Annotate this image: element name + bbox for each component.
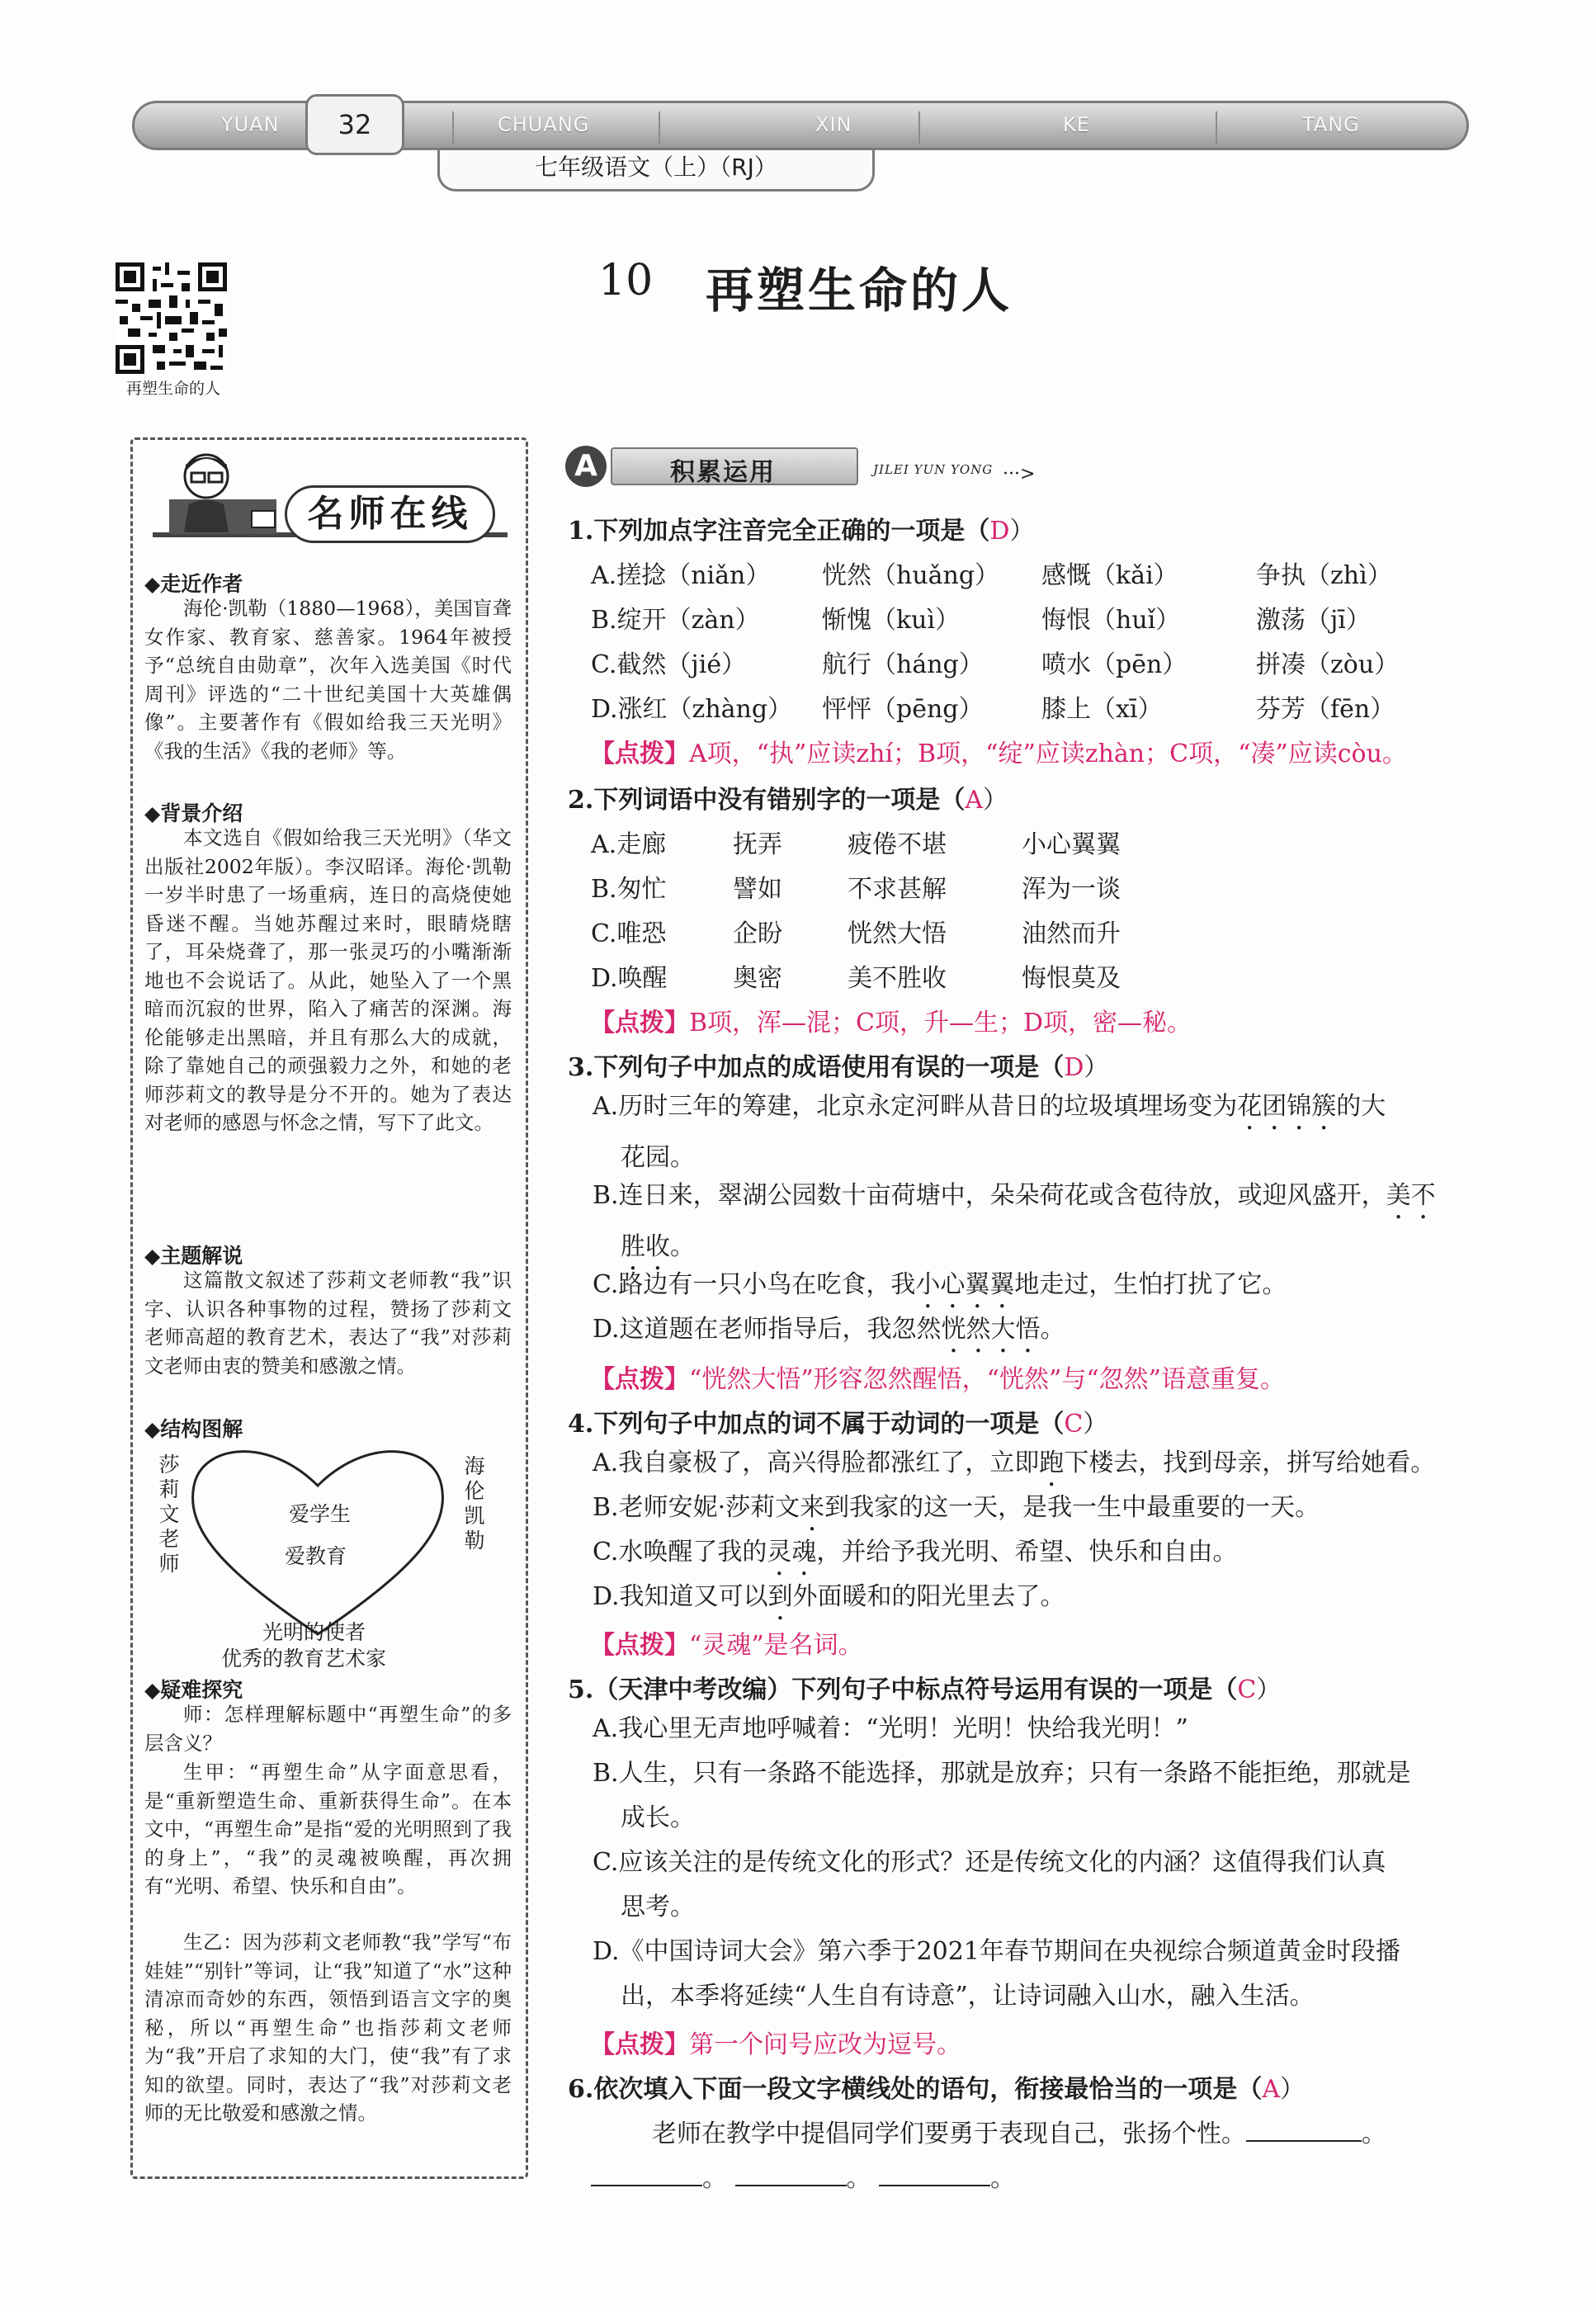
option: B.绽开（zàn） (591, 606, 760, 635)
answer: A (965, 786, 983, 815)
diagram-inner-label: 爱学生 (289, 1502, 352, 1526)
theme-text: 这篇散文叙述了莎莉文老师教“我”识字、认识各种事物的过程，赞扬了莎莉文老师高超的教育艺术，表达了“我”对莎莉文老师由衷的赞美和感激之情。 (144, 1269, 512, 1378)
option: 浑为一谈 (1022, 875, 1121, 904)
blank-2[interactable] (591, 2163, 702, 2186)
option-b: B.人生，只有一条路不能选择，那就是放弃；只有一条路不能拒绝，那就是 成长。 (593, 1759, 1411, 1832)
diagram-inner-label: 爱教育 (285, 1544, 347, 1568)
page-number: 32 (305, 94, 404, 155)
section-title: 积累运用 (670, 458, 776, 487)
question-4: 4.下列句子中加点的词不属于动词的一项是（C） (568, 1410, 1108, 1439)
explore-answer: 生乙：因为莎莉文老师教“我”学写“布娃娃”“别针”等词，让“我”知道了“水”这种清凉而奇妙的东西，领悟到语言文字的奥秘，所以“再塑生命”也指莎莉文老师为“我”开启了求知的大门，使“我”有了求知的欲望。同时，表达了“我”对莎莉文老师的无比敬爱和感激之情。 (144, 1931, 512, 2124)
explore-answer: 生甲：“再塑生命”从字面意思看，是“重新塑造生命、重新获得生命”。在本文中，“再塑生命”是指“爱的光明照到了我的身上”，“我”的灵魂被唤醒，再次拥有“光明、希望、快乐和自由”。 (144, 1760, 512, 1897)
background-heading: ◆背景介绍 (144, 801, 243, 825)
blank-3[interactable] (735, 2163, 847, 2186)
option-c: C.路边有一只小鸟在吃食，我小心翼翼地走过，生怕打扰了它。 (593, 1270, 1287, 1299)
banner-word: TANG (1302, 113, 1360, 136)
option: 膝上（xī） (1041, 695, 1163, 724)
hint: 【点拨】第一个问号应改为逗号。 (590, 2030, 961, 2059)
option-b: B.连日来，翠湖公园数十亩荷塘中，朵朵荷花或含苞待放，或迎风盛开，美不 胜收。 (593, 1181, 1436, 1261)
answer: D (989, 517, 1010, 546)
option-d: D.《中国诗词大会》第六季于2021年春节期间在央视综合频道黄金时段播 出，本季将延续“人生自有诗意”，让诗词融入山水，融入生活。 (593, 1937, 1400, 2011)
blank-1[interactable] (1246, 2119, 1362, 2142)
diagram-right-label: 海伦凯勒 (464, 1454, 485, 1552)
passage-line: 。 。 。 (591, 2157, 1015, 2194)
option: D.唤醒 (591, 964, 668, 993)
option: 疲倦不堪 (848, 830, 947, 859)
hint: 【点拨】“灵魂”是名词。 (590, 1631, 863, 1660)
option: 譬如 (733, 875, 782, 904)
explore-heading: ◆疑难探究 (144, 1678, 243, 1702)
option: 奥密 (733, 964, 782, 993)
option-c: C.应该关注的是传统文化的形式？还是传统文化的内涵？这值得我们认真 思考。 (593, 1848, 1386, 1921)
option: 航行（háng） (822, 650, 984, 679)
section-badge: A (565, 446, 607, 487)
blank-4[interactable] (879, 2163, 990, 2186)
lesson-title: 再塑生命的人 (706, 262, 1013, 319)
arrow-icon: ···> (1003, 464, 1036, 484)
banner-word: XIN (815, 113, 852, 136)
question-6: 6.依次填入下面一段文字横线处的语句，衔接最恰当的一项是（A） (568, 2075, 1305, 2104)
question-2: 2.下列词语中没有错别字的一项是（A） (568, 786, 1008, 815)
diagram-bottom-label: 光明的使者 (262, 1620, 366, 1644)
option: 拼凑（zòu） (1256, 650, 1400, 679)
diagram-bottom-label: 优秀的教育艺术家 (221, 1647, 387, 1671)
option: 悔恨（huǐ） (1041, 606, 1181, 635)
hint: 【点拨】A项，“执”应读zhí；B项，“绽”应读zhàn；C项，“凑”应读còu。 (590, 740, 1407, 768)
option: A.搓捻（niǎn） (591, 561, 771, 590)
option: 抚弄 (733, 830, 782, 859)
option: 恍然大悟 (848, 919, 947, 948)
option: 恍然（huǎng） (822, 561, 1000, 590)
option-a: A.历时三年的筹建，北京永定河畔从昔日的垃圾填埋场变为花团锦簇的大 花园。 (593, 1092, 1386, 1172)
qr-code-icon[interactable] (116, 262, 227, 374)
question-3: 3.下列句子中加点的成语使用有误的一项是（D） (568, 1053, 1109, 1082)
option: 争执（zhì） (1256, 561, 1392, 590)
banner-word: CHUANG (498, 113, 590, 136)
option-d: D.这道题在老师指导后，我忽然恍然大悟。 (593, 1315, 1065, 1344)
banner-word: YUAN (221, 113, 280, 136)
lesson-number: 10 (598, 256, 654, 305)
author-heading: ◆走近作者 (144, 572, 243, 596)
theme-heading: ◆主题解说 (144, 1244, 243, 1268)
answer: A (1262, 2075, 1280, 2104)
option: 激荡（jī） (1256, 606, 1371, 635)
option: A.走廊 (591, 830, 667, 859)
explore-question: 师：怎样理解标题中“再塑生命”的多层含义？ (144, 1703, 512, 1755)
option: B.匆忙 (591, 875, 667, 904)
option: C.唯恐 (591, 919, 667, 948)
background-text: 本文选自《假如给我三天光明》（华文出版社2002年版）。李汉昭译。海伦·凯勒一岁半时患了一场重病，连日的高烧使她昏迷不醒。当她苏醒过来时，眼睛烧瞎了，耳朵烧聋了，那一张灵巧的小嘴渐渐地也不会说话了。从此，她坠入了一个黑暗而沉寂的世界，陷入了痛苦的深渊。海伦能够走出黑暗，并且有那么大的成就，除了靠她自己的顽强毅力之外，和她的老师莎莉文的教导是分不开的。她为了表达对老师的感恩与怀念之情，写下了此文。 (144, 826, 512, 1134)
option: 喷水（pēn） (1041, 650, 1188, 679)
option-c: C.水唤醒了我的灵魂，并给予我光明、希望、快乐和自由。 (593, 1538, 1238, 1567)
passage-line: 老师在教学中提倡同学们要勇于表现自己，张扬个性。 。 (652, 2120, 1386, 2148)
qr-label: 再塑生命的人 (125, 380, 220, 398)
option: 感慨（kǎi） (1041, 561, 1178, 590)
option: C.截然（jié） (591, 650, 747, 679)
hint: 【点拨】“恍然大悟”形容忽然醒悟，“恍然”与“忽然”语意重复。 (590, 1365, 1286, 1394)
option-a: A.我心里无声地呼喊着：“光明！光明！快给我光明！” (593, 1714, 1188, 1743)
structure-heading: ◆结构图解 (144, 1417, 243, 1441)
option-a: A.我自豪极了，高兴得脸都涨红了，立即跑下楼去，找到母亲，拼写给她看。 (593, 1449, 1436, 1477)
option-b: B.老师安妮·莎莉文来到我家的这一天，是我一生中最重要的一天。 (593, 1493, 1320, 1522)
author-text: 海伦·凯勒（1880—1968），美国盲聋女作家、教育家、慈善家。1964年被授予“总统自由勋章”，次年入选美国《时代周刊》评选的“二十世纪美国十大英雄偶像”。主要著作有《假如给我三天光明》《我的生活》《我的老师》等。 (144, 597, 512, 763)
option-d: D.我知道又可以到外面暖和的阳光里去了。 (593, 1582, 1065, 1611)
option: 美不胜收 (848, 964, 947, 993)
question-1: 1.下列加点字注音完全正确的一项是（D） (568, 517, 1035, 546)
question-5: 5.（天津中考改编）下列句子中标点符号运用有误的一项是（C） (568, 1675, 1282, 1704)
section-pinyin: JILEI YUN YONG (873, 462, 994, 477)
banner-word: KE (1063, 113, 1090, 136)
option: 惭愧（kuì） (822, 606, 961, 635)
option: 企盼 (733, 919, 782, 948)
diagram-left-label: 莎莉文老师 (158, 1453, 180, 1576)
answer: C (1064, 1410, 1084, 1439)
hint: 【点拨】B项，浑—混；C项，升—生；D项，密—秘。 (590, 1009, 1192, 1037)
heart-diagram (186, 1436, 450, 1642)
book-subtitle: 七年级语文（上）（RJ） (437, 150, 875, 191)
famous-teacher-badge: 名师在线 (285, 485, 495, 543)
answer: D (1064, 1053, 1084, 1082)
option: D.涨红（zhàng） (591, 695, 793, 724)
option: 芬芳（fēn） (1256, 695, 1395, 724)
option: 油然而升 (1022, 919, 1121, 948)
option: 小心翼翼 (1022, 830, 1121, 859)
option: 怦怦（pēng） (822, 695, 984, 724)
option: 不求甚解 (848, 875, 947, 904)
option: 悔恨莫及 (1022, 964, 1121, 993)
answer: C (1237, 1675, 1257, 1704)
